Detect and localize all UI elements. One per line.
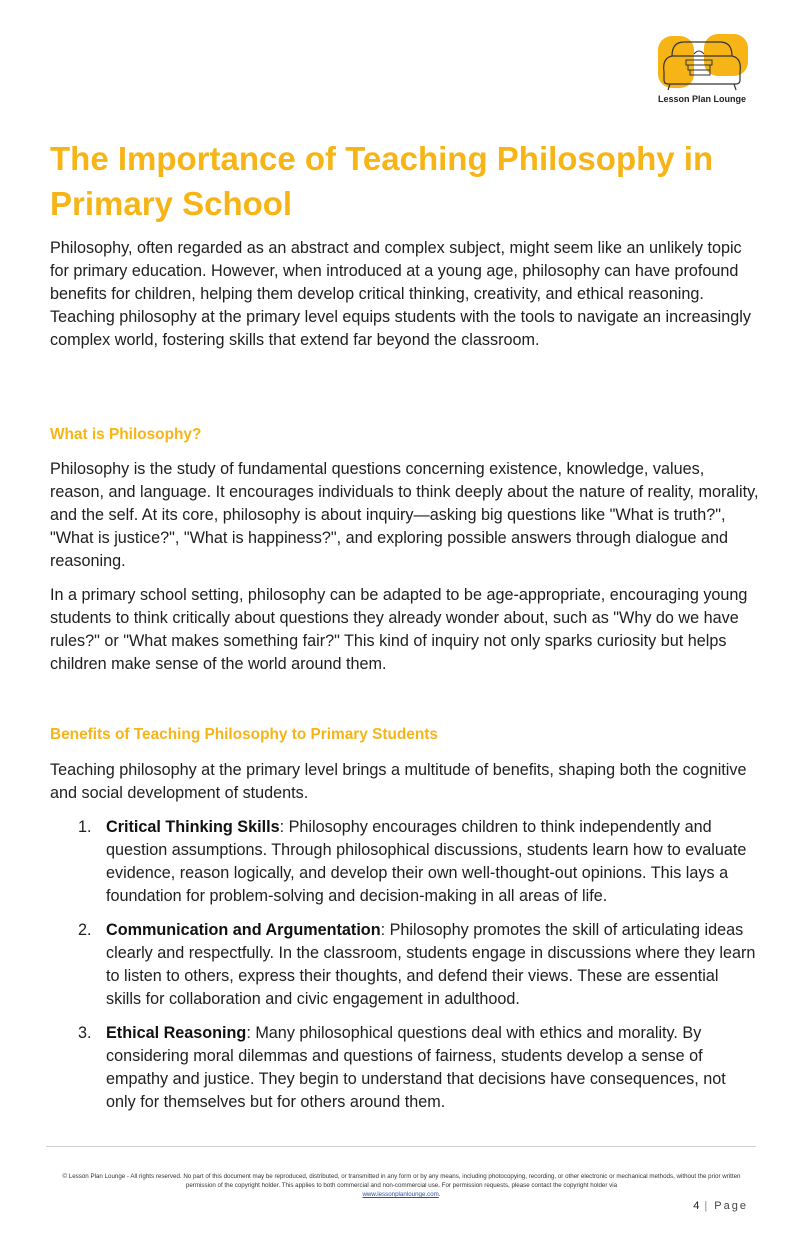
brand-logo	[654, 32, 750, 108]
section1-paragraph-1: Philosophy is the study of fundamental questions concerning existence, knowledge, values, reason, and language. It encourages individuals to think deeply about the nature of reality, morality, and the self. At its core, philosophy is about inquiry—asking big questions like "What is truth?", "What is justice?", "What is happiness?", and exploring possible answers through dialogue and reasoning.	[50, 460, 759, 570]
list-number: 2.	[78, 921, 92, 939]
section-heading-what-is-philosophy: What is Philosophy?	[50, 426, 202, 443]
armchair-books-icon	[654, 32, 750, 94]
list-item-body	[106, 816, 756, 908]
list-item-body	[106, 1022, 756, 1114]
logo-text: Lesson Plan Lounge	[657, 94, 746, 104]
list-item-term: Ethical Reasoning	[106, 1024, 247, 1042]
section-heading-benefits: Benefits of Teaching Philosophy to Primary Students	[50, 726, 438, 743]
intro-paragraph: Philosophy, often regarded as an abstract and complex subject, might seem like an unlikely topic for primary education. However, when introduced at a young age, philosophy can have profound benefits for children, helping them develop critical thinking, creativity, and ethical reasoning. Teaching philosophy at the primary level equips students with the tools to navigate an increasingly complex world, fostering skills that extend far beyond the classroom.	[50, 239, 751, 349]
page-number-value: 4	[693, 1200, 700, 1212]
section2-intro: Teaching philosophy at the primary level brings a multitude of benefits, shaping both the cognitive and social development of students.	[50, 761, 747, 802]
website-link[interactable]: www.lessonplanlounge.com	[362, 1191, 439, 1198]
list-item-text: : Philosophy promotes the skill of articulating ideas clearly and respectfully. In the classroom, students engage in discussions where they learn to listen to others, express their thoughts, and defend their views. These are essential skills for collaboration and civic engagement in adulthood.	[106, 921, 756, 1008]
list-item-term: Critical Thinking Skills	[106, 818, 280, 836]
copyright-text: © Lesson Plan Lounge - All rights reserved. No part of this document may be reproduced, distributed, or transmitted in any form or by any means, including photocopying, recording, or other electronic or mechanical methods, without the prior written permission of the copyright holder. This applies to both commercial and non-commercial use. For permission requests, please contact the copyright holder via	[62, 1173, 741, 1189]
footer-divider	[46, 1146, 756, 1147]
page-label: Page	[714, 1200, 748, 1212]
section1-paragraph-2: In a primary school setting, philosophy can be adapted to be age-appropriate, encouraging young students to think critically about questions they already wonder about, such as "Why do we have rules?" or "What makes something fair?" This kind of inquiry not only sparks curiosity but helps children make sense of the world around them.	[50, 586, 748, 673]
footer-copyright	[50, 1172, 753, 1199]
list-number: 1.	[78, 818, 92, 836]
link-suffix: .	[438, 1191, 441, 1198]
list-item-text: : Many philosophical questions deal with ethics and morality. By considering moral dilemmas and questions of fairness, students develop a sense of empathy and justice. They begin to understand that decisions have consequences, not only for themselves but for others around them.	[106, 1024, 726, 1111]
page-number	[693, 1200, 748, 1212]
list-number: 3.	[78, 1024, 92, 1042]
list-item-body	[106, 919, 756, 1011]
page-separator: |	[704, 1200, 710, 1212]
page-title: The Importance of Teaching Philosophy in Primary School	[50, 140, 714, 222]
list-item-term: Communication and Argumentation	[106, 921, 381, 939]
list-item-text: : Philosophy encourages children to think independently and question assumptions. Through philosophical discussions, students learn how to evaluate evidence, reason logically, and develop their own well-thought-out opinions. This lays a foundation for problem-solving and decision-making in all areas of life.	[106, 818, 747, 905]
